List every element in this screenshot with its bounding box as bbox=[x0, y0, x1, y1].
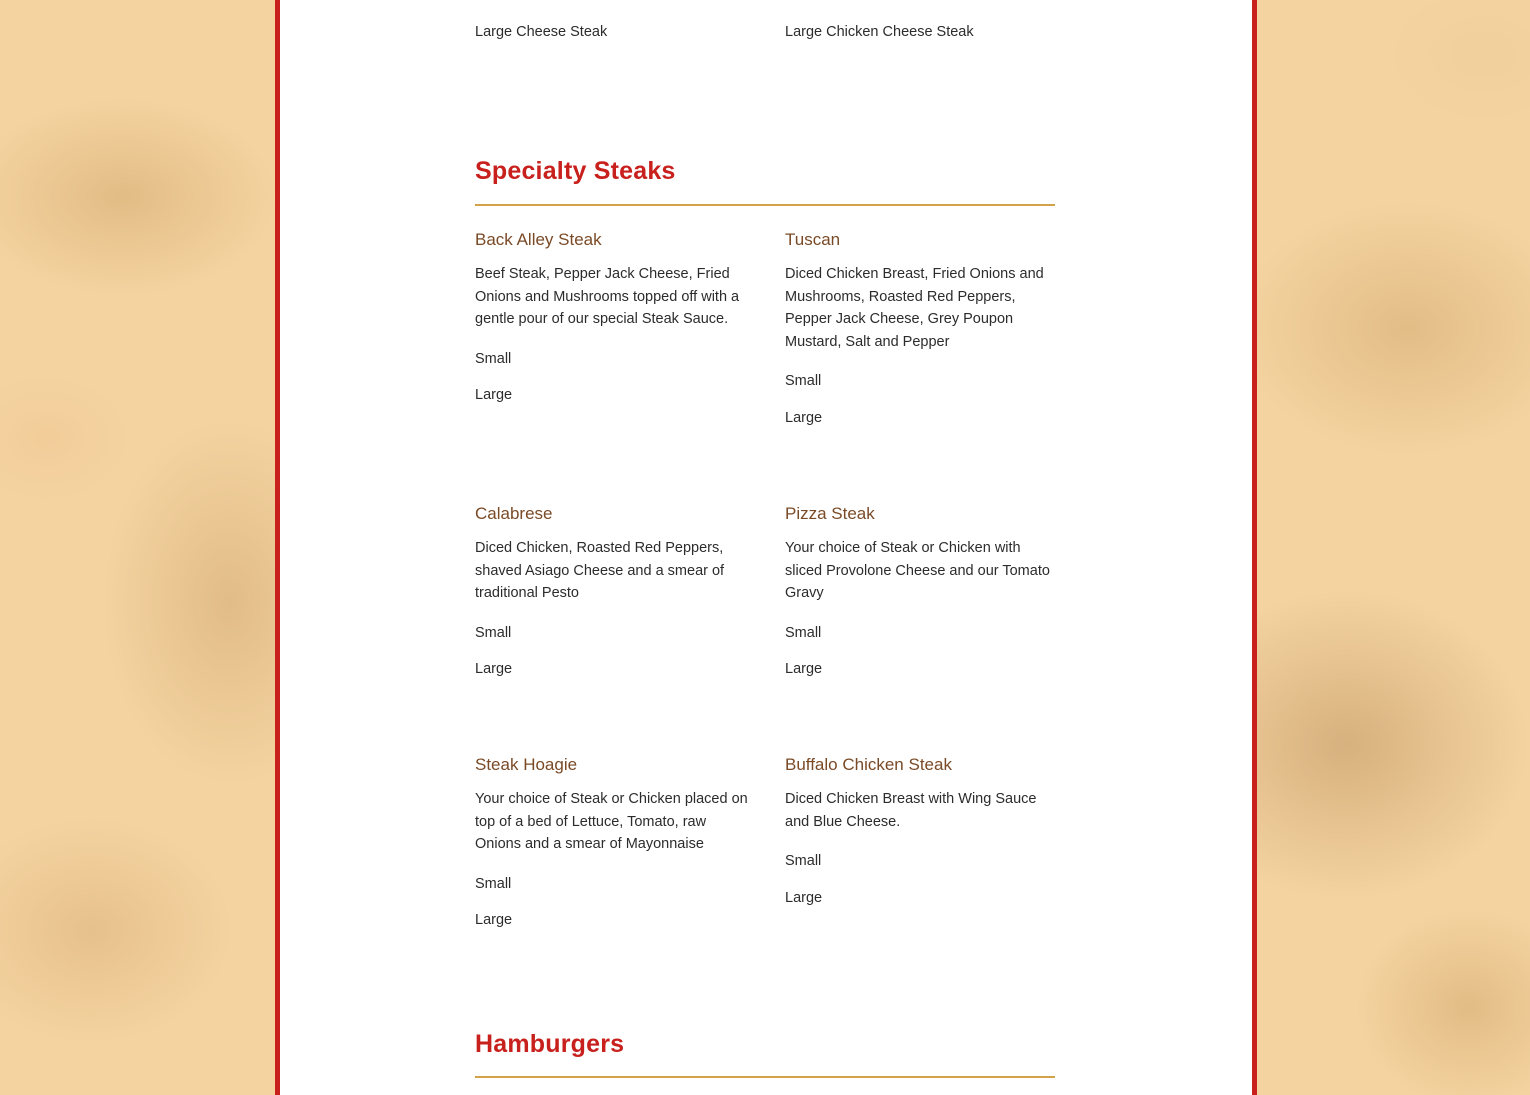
item-name: Tuscan bbox=[785, 230, 841, 249]
item-description: Your choice of Steak or Chicken with sliced Provolone Cheese and our Tomato Gravy bbox=[785, 540, 1050, 601]
item-description: Your choice of Steak or Chicken placed on top of a bed of Lettuce, Tomato, raw Onions and a smear of Mayonnaise bbox=[475, 791, 748, 852]
item-size-small: Small bbox=[475, 875, 512, 892]
item-size-large: Large bbox=[785, 889, 823, 906]
item-name: Back Alley Steak bbox=[475, 230, 602, 249]
item-name: Calabrese bbox=[475, 504, 553, 523]
menu-item bbox=[785, 502, 1055, 695]
section-title-hamburgers: Hamburgers bbox=[475, 1030, 625, 1058]
item-name: Buffalo Chicken Steak bbox=[785, 755, 952, 774]
item-description: Diced Chicken, Roasted Red Peppers, shaved Asiago Cheese and a smear of traditional Pesto bbox=[475, 540, 725, 601]
menu-item bbox=[785, 753, 1055, 923]
menu-item bbox=[475, 753, 750, 946]
item-size-large: Large bbox=[785, 661, 823, 677]
item-size-large: Large bbox=[475, 661, 513, 677]
item-size-small: Small bbox=[785, 624, 822, 641]
section-divider bbox=[475, 1076, 1055, 1078]
item-size-large: Large bbox=[475, 387, 513, 403]
item-description: Beef Steak, Pepper Jack Cheese, Fried Onions and Mushrooms topped off with a gentle pour of our special Steak Sauce. bbox=[475, 266, 740, 327]
menu-item bbox=[475, 502, 750, 695]
item-size-small: Small bbox=[785, 853, 822, 869]
menu-item bbox=[785, 228, 1055, 443]
item-size-small: Small bbox=[475, 624, 512, 641]
item-size-small: Small bbox=[785, 373, 822, 389]
item-description: Diced Chicken Breast with Wing Sauce and Blue Cheese. bbox=[785, 791, 1037, 830]
menu-page bbox=[275, 0, 1257, 1095]
menu-item bbox=[475, 228, 750, 421]
item-size-large: Large bbox=[785, 409, 823, 426]
item-size-small: Small bbox=[475, 350, 512, 367]
menu-item-large-cheese-steak bbox=[475, 21, 750, 43]
item-size-large: Large bbox=[475, 912, 513, 928]
menu-item-large-chicken-cheese-steak bbox=[785, 21, 1055, 43]
item-name: Steak Hoagie bbox=[475, 755, 578, 774]
section-title-specialty-steaks: Specialty Steaks bbox=[475, 157, 676, 185]
item-description: Diced Chicken Breast, Fried Onions and Mushrooms, Roasted Red Peppers, Pepper Jack Cheese, Grey Poupon Mustard, Salt and Pepper bbox=[785, 266, 1044, 350]
item-name: Pizza Steak bbox=[785, 504, 875, 523]
item-label: Large Chicken Cheese Steak bbox=[785, 24, 974, 40]
section-divider bbox=[475, 204, 1055, 206]
item-label: Large Cheese Steak bbox=[475, 24, 608, 40]
